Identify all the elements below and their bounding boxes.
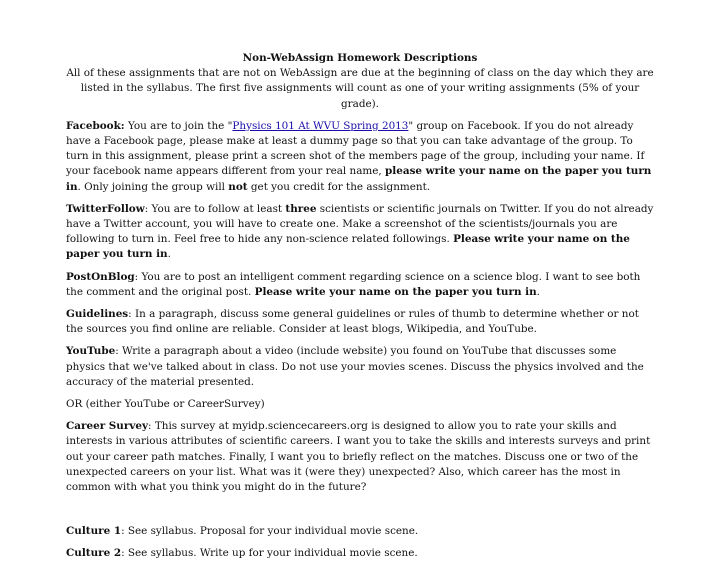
- facebook-bold-2: not: [228, 180, 248, 193]
- culture1-label: Culture 1: [66, 525, 122, 538]
- culture2-label: Culture 2: [66, 547, 122, 560]
- career-label: Career Survey: [66, 420, 149, 433]
- page-title: Non-WebAssign Homework Descriptions: [242, 52, 478, 64]
- culture2-text-1: : See syllabus. Write up for your individual movie scene.: [121, 547, 418, 560]
- postonblog-bold-1: Please write your name on the paper you turn in: [254, 285, 537, 298]
- facebook-label: Facebook:: [66, 119, 125, 132]
- facebook-text-4: get you credit for the assignment.: [247, 180, 431, 193]
- twitter-text-3: .: [167, 248, 171, 261]
- postonblog-text-1: : You are to post an intelligent comment regarding science on a science blog. I want to see both the comment and the original post.: [66, 270, 641, 298]
- guidelines-text-1: : In a paragraph, discuss some general guidelines or rules of thumb to determine whether or not the sources you find online are reliable. Consider at least blogs, Wikipedia, and YouTube.: [66, 308, 639, 336]
- facebook-text-2: " group on Facebook. If you do not already have a Facebook page, please make at least a dummy page so that you can take advantage of the group. To turn in this assignment, please print a screen shot of the members page of the group, including your name. If your facebook name appears different from your real name,: [66, 119, 645, 178]
- facebook-text-1: You are to join the ": [124, 119, 233, 132]
- facebook-paragraph: [66, 119, 654, 195]
- twitter-bold-2: Please write your name on the paper you turn in: [66, 233, 630, 261]
- culture2-paragraph: [66, 546, 654, 561]
- youtube-text-1: : Write a paragraph about a video (include website) you found on YouTube that discusses some physics that we've talked about in class. Do not use your movies scenes. Discuss the physics involved and the accuracy of the material presented.: [66, 345, 644, 388]
- facebook-text-3: . Only joining the group will: [77, 180, 229, 193]
- culture1-paragraph: [66, 524, 654, 539]
- postonblog-text-2: .: [536, 285, 540, 298]
- twitter-bold-1: three: [285, 202, 317, 215]
- youtube-label: YouTube: [66, 345, 116, 358]
- document-page: [66, 51, 654, 569]
- facebook-bold-1: please write your name on the paper you turn in: [66, 165, 652, 193]
- twitter-paragraph: [66, 202, 654, 263]
- postonblog-paragraph: [66, 270, 654, 300]
- blank-gap: [66, 502, 654, 524]
- career-paragraph: [66, 419, 654, 495]
- guidelines-paragraph: [66, 307, 654, 337]
- guidelines-label: Guidelines: [66, 308, 129, 321]
- twitter-text-1: : You are to follow at least: [144, 202, 286, 215]
- twitter-text-2: scientists or scientific journals on Twitter. If you do not already have a Twitter account, you will have to create one. Make a screenshot of the scientists/journals you are following to turn in. Feel free to hide any non-science related followings.: [66, 202, 654, 246]
- intro-paragraph: All of these assignments that are not on WebAssign are due at the beginning of class on the day which they are listed in the syllabus. The first five assignments will count as one of your writing assignments (5% of your grade).: [66, 67, 654, 110]
- career-text-1: : This survey at myidp.sciencecareers.org is designed to allow you to rate your skills and interests in various attributes of scientific careers. I want you to take the skills and interests surveys and print out your career path matches. Finally, I want you to briefly reflect on the matches. Discuss one or two of the unexpected careers on your list. What was it (were they) unexpected? Also, which career has the most in common with what you think you might do in the future?: [66, 420, 651, 494]
- youtube-paragraph: [66, 344, 654, 390]
- culture1-text-1: : See syllabus. Proposal for your individual movie scene.: [121, 525, 419, 538]
- twitter-label: TwitterFollow: [66, 202, 145, 215]
- postonblog-label: PostOnBlog: [66, 270, 135, 283]
- facebook-group-link[interactable]: Physics 101 At WVU Spring 2013: [232, 119, 409, 132]
- or-line: OR (either YouTube or CareerSurvey): [66, 398, 265, 411]
